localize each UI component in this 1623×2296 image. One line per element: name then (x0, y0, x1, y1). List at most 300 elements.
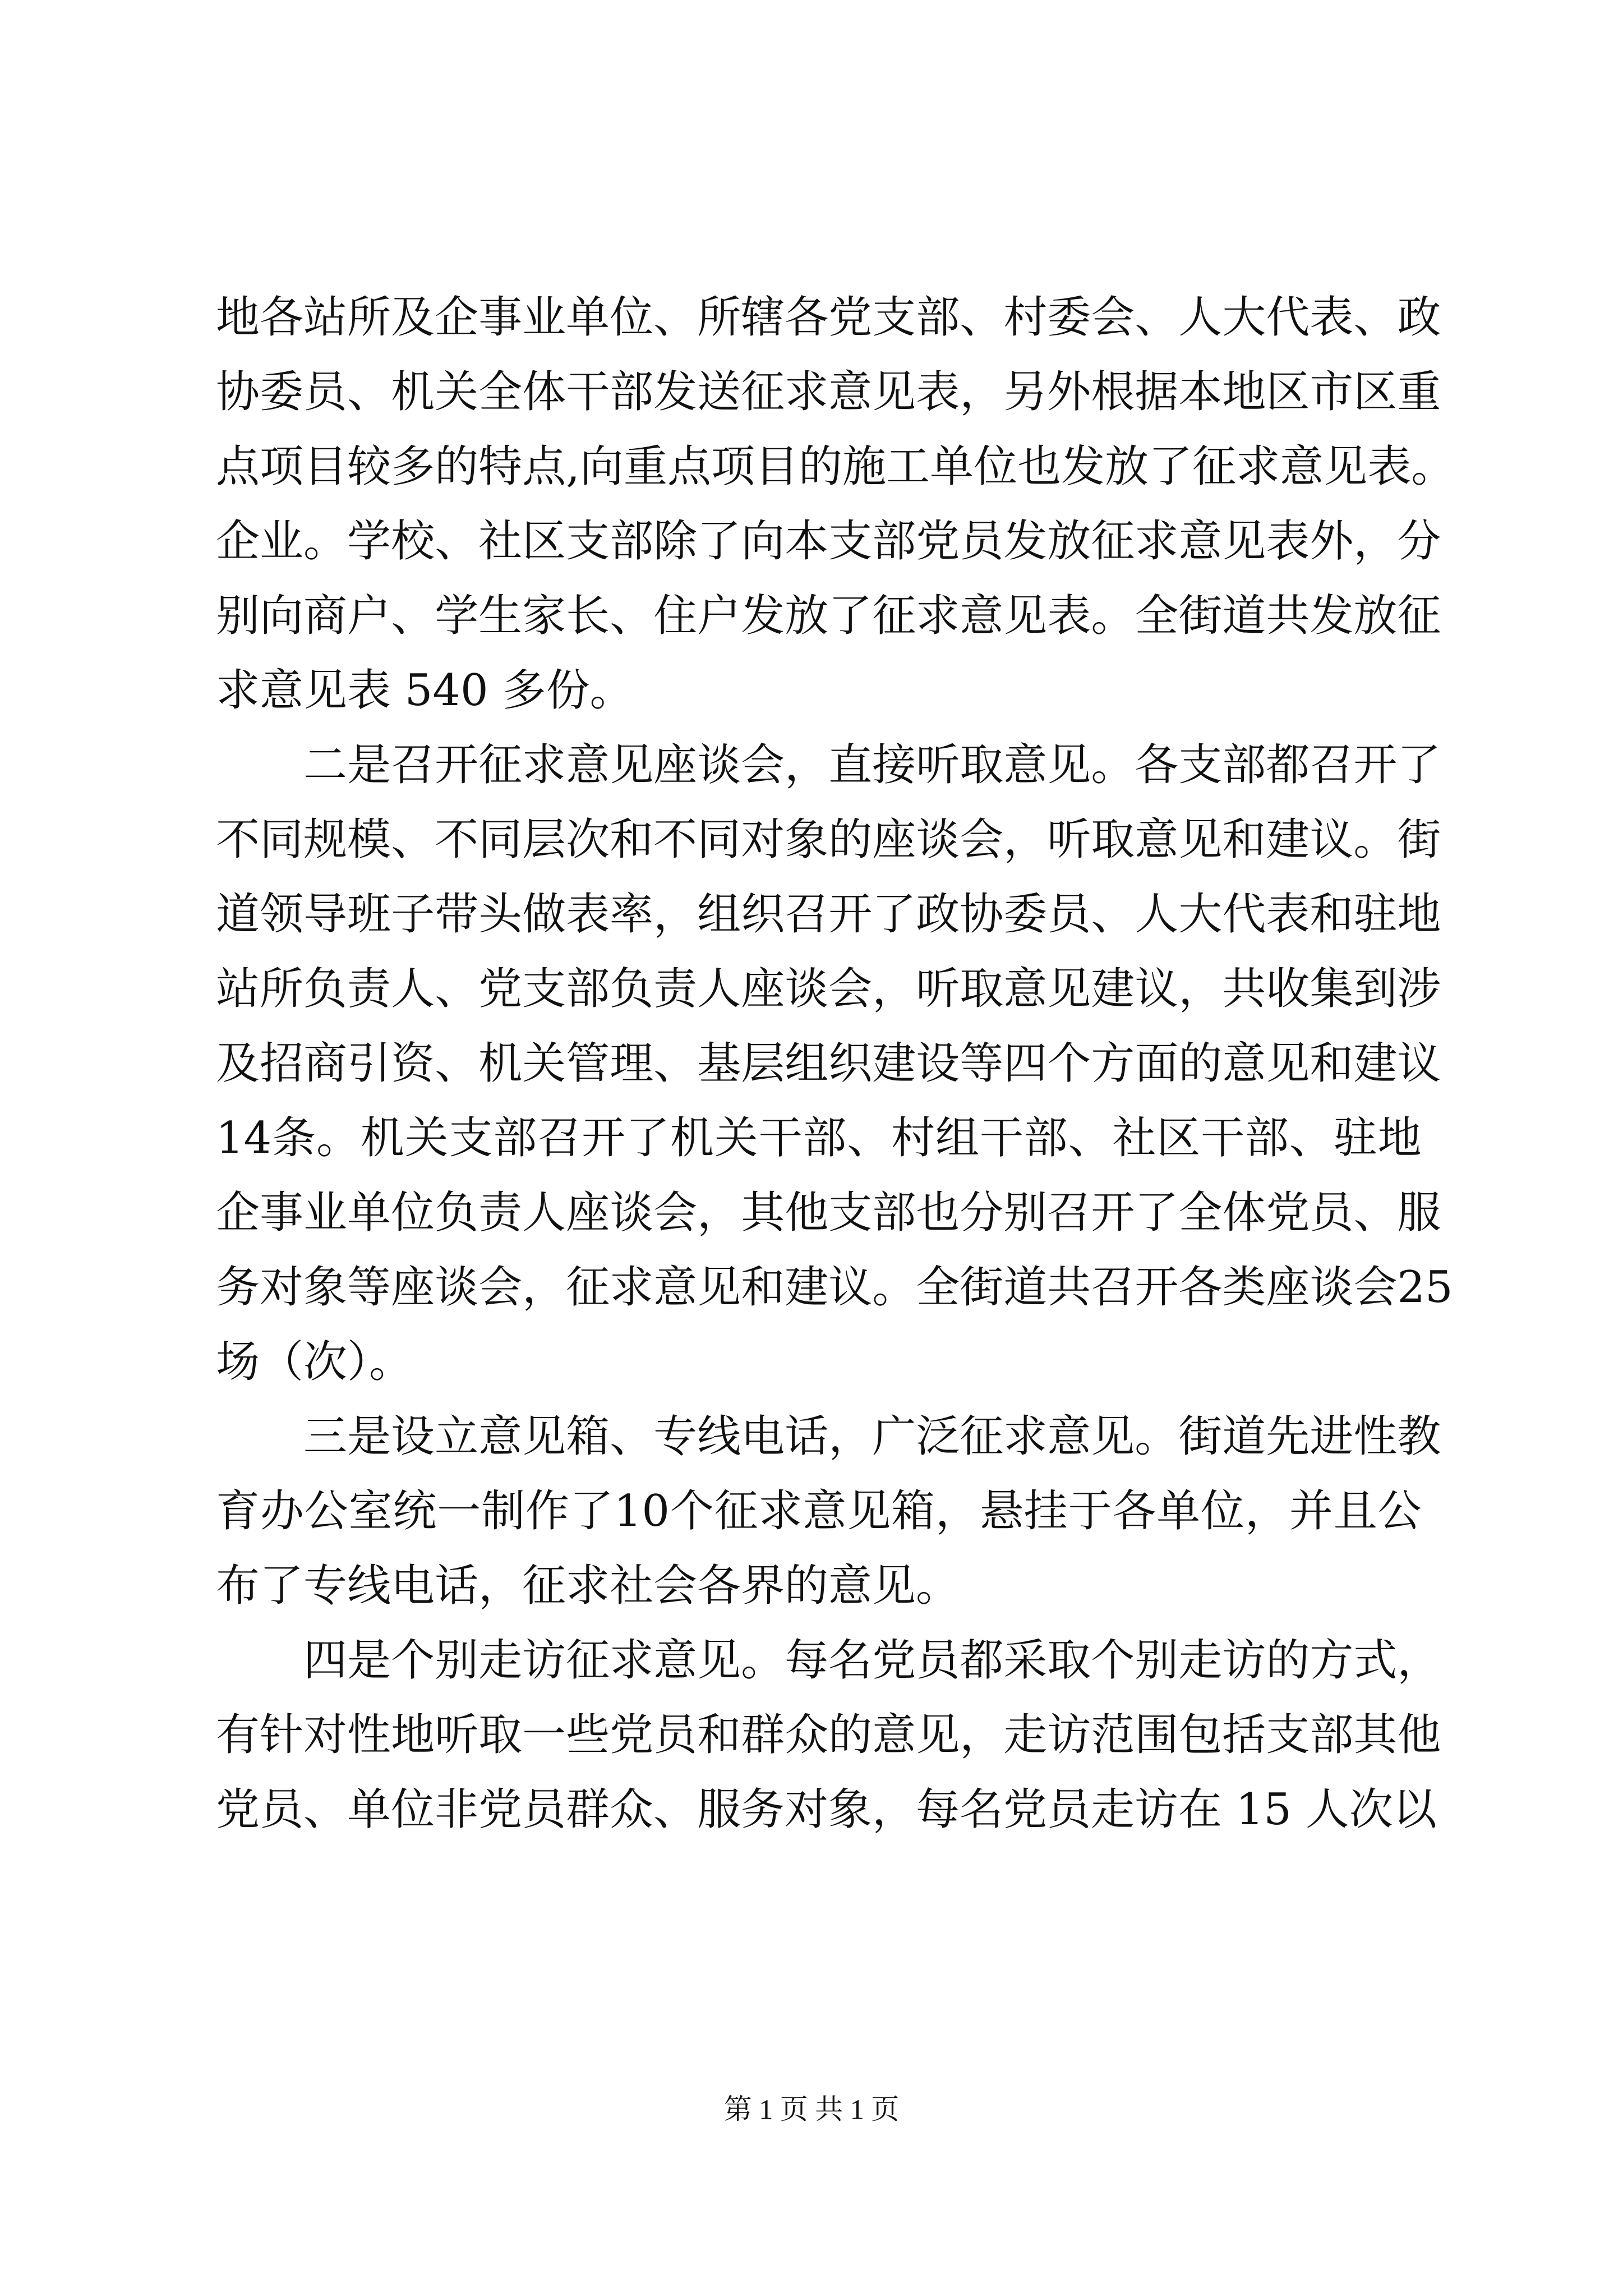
glyph: 会 (1353, 1262, 1398, 1313)
glyph: 家 (522, 591, 566, 641)
glyph: 发 (741, 591, 785, 641)
glyph: 会 (653, 1188, 698, 1238)
glyph: 其 (741, 1188, 785, 1238)
glyph: 直 (828, 740, 873, 790)
glyph: 务 (216, 1262, 260, 1313)
glyph: 到 (1353, 964, 1398, 1014)
glyph: 座 (872, 815, 916, 865)
glyph: 企 (216, 1188, 260, 1238)
glyph: 街 (1178, 1411, 1223, 1462)
glyph: 式 (1353, 1635, 1398, 1686)
glyph: 意 (566, 740, 610, 790)
document-body (216, 280, 1455, 1847)
glyph: 、 (1135, 292, 1179, 343)
text-line (216, 1027, 1441, 1101)
glyph: 支 (872, 292, 916, 343)
glyph: 表 (1310, 292, 1354, 343)
glyph: 意 (1135, 815, 1179, 865)
glyph: 放 (1047, 516, 1091, 567)
text-line (216, 1698, 1441, 1773)
glyph: 座 (391, 1262, 435, 1313)
glyph: 发 (653, 367, 698, 417)
glyph: 项 (711, 441, 755, 492)
glyph: 负 (610, 964, 654, 1014)
glyph: 建 (872, 1038, 916, 1089)
glyph: 征 (1397, 591, 1441, 641)
glyph: 村 (1003, 292, 1048, 343)
glyph: 个 (391, 1635, 435, 1686)
text-line (216, 1101, 1422, 1176)
glyph: 织 (741, 889, 785, 940)
glyph: 织 (828, 1038, 873, 1089)
glyph: 所 (260, 964, 304, 1014)
glyph: 招 (260, 1038, 304, 1089)
glyph: 党 (610, 1710, 654, 1760)
glyph: 区 (1156, 1113, 1201, 1163)
glyph: ， (960, 367, 1004, 417)
glyph: 谈 (697, 740, 741, 790)
glyph: 先 (1266, 1411, 1310, 1462)
glyph: 所 (697, 292, 741, 343)
glyph: 悬 (979, 1486, 1023, 1536)
glyph: 党 (872, 1635, 916, 1686)
glyph: 放 (1353, 591, 1398, 641)
glyph: 是 (347, 740, 391, 790)
glyph: 关 (522, 1038, 566, 1089)
glyph: 谈 (916, 815, 960, 865)
glyph: 站 (216, 964, 260, 1014)
glyph: 村 (891, 1113, 935, 1163)
glyph: 并 (1289, 1486, 1333, 1536)
glyph: 导 (303, 889, 348, 940)
glyph: 校 (391, 516, 435, 567)
glyph: 干 (566, 367, 610, 417)
glyph: 召 (785, 889, 829, 940)
glyph: 商 (303, 591, 348, 641)
glyph: 区 (1353, 367, 1398, 417)
glyph: 二 (303, 740, 348, 790)
glyph: ， (872, 964, 916, 1014)
text-line (216, 355, 1441, 430)
glyph: 头 (478, 889, 523, 940)
glyph: 专 (653, 1411, 698, 1462)
glyph: 意 (960, 591, 1004, 641)
glyph: 部 (916, 292, 960, 343)
glyph: 取 (960, 740, 1004, 790)
glyph: 是 (347, 1635, 391, 1686)
glyph: 引 (347, 1038, 391, 1089)
glyph: 群 (741, 1710, 785, 1760)
glyph: 区 (522, 516, 566, 567)
glyph: 部 (610, 516, 654, 567)
glyph: 外 (1310, 516, 1354, 567)
glyph: 走 (1178, 1635, 1223, 1686)
glyph: 员 (653, 1710, 698, 1760)
glyph: 全 (1178, 1188, 1223, 1238)
glyph: 设 (916, 1038, 960, 1089)
glyph: 意 (1280, 441, 1324, 492)
glyph: 表 (1367, 441, 1412, 492)
glyph: 事 (478, 292, 523, 343)
glyph: 其 (1353, 1710, 1398, 1760)
glyph: 全 (916, 1262, 960, 1313)
glyph: 道 (1003, 1262, 1048, 1313)
glyph: 括 (1222, 1710, 1266, 1760)
glyph: 性 (347, 1710, 391, 1760)
glyph: ， (1353, 516, 1398, 567)
glyph: 别 (216, 591, 260, 641)
glyph: 学 (435, 591, 479, 641)
glyph: 多 (391, 441, 435, 492)
glyph: 机 (670, 1113, 714, 1163)
glyph: 支 (828, 1188, 873, 1238)
glyph: 驻 (1353, 889, 1398, 940)
glyph: 见 (847, 1486, 891, 1536)
glyph: 及 (216, 1038, 260, 1089)
glyph: 范 (1091, 1710, 1135, 1760)
glyph: 社 (478, 516, 523, 567)
glyph: 向 (579, 441, 624, 492)
glyph: 的 (1266, 1635, 1310, 1686)
glyph: 议 (1135, 964, 1179, 1014)
glyph: 部 (1245, 1113, 1289, 1163)
glyph: 委 (260, 367, 304, 417)
glyph: 干 (758, 1113, 803, 1163)
glyph: 较 (347, 441, 391, 492)
glyph: 企 (216, 516, 260, 567)
glyph: 、 (1068, 1113, 1112, 1163)
glyph: 工 (886, 441, 930, 492)
glyph: 名 (828, 1635, 873, 1686)
glyph: 体 (522, 367, 566, 417)
glyph: 见 (1178, 815, 1223, 865)
glyph: 别 (435, 1635, 479, 1686)
glyph: 资 (391, 1038, 435, 1089)
glyph: 的 (435, 441, 479, 492)
glyph: 议 (828, 1262, 873, 1313)
glyph: 不 (435, 815, 479, 865)
glyph: 地 (1377, 1113, 1422, 1163)
glyph: 点 (667, 441, 711, 492)
glyph: 召 (391, 740, 435, 790)
glyph: 别 (1003, 1188, 1048, 1238)
glyph: ， (1245, 1486, 1289, 1536)
glyph: 听 (1047, 815, 1091, 865)
glyph: 采 (1003, 1635, 1048, 1686)
glyph: 意 (1222, 1038, 1266, 1089)
glyph: 意 (872, 1710, 916, 1760)
glyph: 各 (1178, 1262, 1223, 1313)
glyph: 和 (741, 1262, 785, 1313)
glyph: 各 (260, 292, 304, 343)
glyph: 一 (522, 1710, 566, 1760)
glyph: 位 (391, 1188, 435, 1238)
glyph: ， (785, 740, 829, 790)
glyph: 召 (1091, 1262, 1135, 1313)
glyph: 走 (478, 1635, 523, 1686)
glyph: 及 (391, 292, 435, 343)
glyph: 。 (872, 1262, 916, 1313)
glyph: 支 (522, 964, 566, 1014)
glyph: 建 (1353, 1038, 1398, 1089)
glyph: 责 (478, 1188, 523, 1238)
glyph: 党 (828, 292, 873, 343)
glyph: 谈 (435, 1262, 479, 1313)
glyph: 个 (670, 1486, 714, 1536)
glyph: 关 (435, 367, 479, 417)
glyph: 全 (1135, 591, 1179, 641)
glyph: 班 (347, 889, 391, 940)
glyph: 次 (566, 815, 610, 865)
paragraph (216, 1400, 1441, 1623)
glyph: 意 (1178, 516, 1223, 567)
glyph: 征 (566, 1262, 610, 1313)
glyph: 、 (1353, 1188, 1398, 1238)
glyph: 部 (803, 1113, 847, 1163)
glyph: 召 (537, 1113, 582, 1163)
glyph: 征 (960, 1411, 1004, 1462)
glyph: 取 (1047, 1635, 1091, 1686)
glyph: 箱 (891, 1486, 935, 1536)
glyph: 区 (1266, 367, 1310, 417)
glyph: 和 (1310, 889, 1354, 940)
glyph: 支 (1178, 740, 1223, 790)
glyph: 共 (1222, 964, 1266, 1014)
glyph: 不 (216, 815, 260, 865)
glyph: 也 (916, 1188, 960, 1238)
text-line (216, 504, 1441, 579)
glyph: 各 (1135, 740, 1179, 790)
text-line: 求意见表 540 多份。 (216, 665, 634, 716)
glyph: 见 (1222, 516, 1266, 567)
glyph: 协 (216, 367, 260, 417)
glyph: 单 (566, 292, 610, 343)
glyph: 人 (1178, 292, 1223, 343)
text-line (216, 1176, 1441, 1250)
glyph: 走 (1003, 1710, 1048, 1760)
glyph: 项 (260, 441, 304, 492)
glyph: 是 (347, 1411, 391, 1462)
glyph: 地 (391, 1710, 435, 1760)
glyph: 会 (741, 740, 785, 790)
glyph: 员 (916, 1635, 960, 1686)
glyph: 、 (435, 964, 479, 1014)
glyph: 求 (1236, 441, 1280, 492)
glyph: 街 (960, 1262, 1004, 1313)
glyph: 向 (741, 516, 785, 567)
glyph: 组 (785, 1038, 829, 1089)
glyph: 、 (653, 1038, 698, 1089)
glyph: 意 (828, 367, 873, 417)
glyph: 员 (960, 516, 1004, 567)
glyph: 率 (610, 889, 654, 940)
glyph: 机 (391, 367, 435, 417)
glyph: 、 (653, 292, 698, 343)
glyph: 除 (653, 516, 698, 567)
glyph: 他 (785, 1188, 829, 1238)
glyph: 送 (697, 367, 741, 417)
glyph: 了 (697, 516, 741, 567)
glyph: 等 (347, 1262, 391, 1313)
glyph: 大 (1178, 889, 1223, 940)
text-line (216, 1250, 1453, 1325)
glyph: 支 (449, 1113, 493, 1163)
glyph: 教 (1397, 1411, 1441, 1462)
glyph: 表 (1047, 591, 1091, 641)
glyph: 关 (404, 1113, 449, 1163)
glyph: 谈 (785, 964, 829, 1014)
glyph: 长 (566, 591, 610, 641)
glyph: 进 (1310, 1411, 1354, 1462)
glyph: 见 (610, 740, 654, 790)
glyph: 了 (625, 1113, 670, 1163)
glyph: 、 (847, 1113, 891, 1163)
glyph: 个 (1047, 1038, 1091, 1089)
glyph: 同 (697, 815, 741, 865)
glyph: ， (522, 1262, 566, 1313)
glyph: 开 (582, 1113, 626, 1163)
glyph: 收 (1266, 964, 1310, 1014)
glyph: 住 (653, 591, 698, 641)
text-line (216, 280, 1441, 355)
glyph: 14 (216, 1113, 272, 1163)
glyph: 部 (493, 1113, 537, 1163)
glyph: 个 (1091, 1635, 1135, 1686)
glyph: 听 (435, 1710, 479, 1760)
glyph: 点 (522, 441, 566, 492)
glyph: 取 (478, 1710, 523, 1760)
glyph: 分 (1397, 516, 1441, 567)
glyph: 特 (478, 441, 523, 492)
glyph: 广 (872, 1411, 916, 1462)
text-line: 党员、单位非党员群众、服务对象，每名党员走访在 15 人次以 (216, 1784, 1437, 1835)
glyph: 、 (1289, 1113, 1333, 1163)
glyph: 人 (391, 964, 435, 1014)
glyph: 本 (785, 516, 829, 567)
glyph: 领 (260, 889, 304, 940)
glyph: 公 (304, 1486, 348, 1536)
text-line (216, 1474, 1422, 1549)
glyph: 了 (1397, 740, 1441, 790)
glyph: 听 (916, 740, 960, 790)
glyph: 各 (785, 292, 829, 343)
glyph: 作 (525, 1486, 570, 1536)
glyph: 、 (610, 591, 654, 641)
glyph: 制 (481, 1486, 525, 1536)
glyph: 部 (610, 367, 654, 417)
glyph: 的 (799, 441, 843, 492)
glyph: 地 (1397, 889, 1441, 940)
glyph: 见 (1324, 441, 1368, 492)
glyph: 10 (614, 1486, 670, 1536)
glyph: 。 (1135, 1411, 1179, 1462)
glyph: 大 (1222, 292, 1266, 343)
glyph: 他 (1397, 1710, 1441, 1760)
glyph: 召 (1047, 1188, 1091, 1238)
glyph: 等 (960, 1038, 1004, 1089)
glyph: 机 (478, 1038, 523, 1089)
glyph: 访 (522, 1635, 566, 1686)
glyph: 道 (216, 889, 260, 940)
glyph: 议 (1397, 1038, 1441, 1089)
glyph: 开 (1135, 1262, 1179, 1313)
glyph: 公 (1377, 1486, 1422, 1536)
glyph: 意 (1047, 1411, 1091, 1462)
glyph: 、 (1091, 889, 1135, 940)
glyph: 征 (566, 1635, 610, 1686)
glyph: 发 (1061, 441, 1105, 492)
glyph: 部 (566, 964, 610, 1014)
glyph: 共 (1047, 1262, 1091, 1313)
glyph: 责 (347, 964, 391, 1014)
glyph: 征 (714, 1486, 758, 1536)
text-line (216, 728, 1441, 803)
glyph: 会 (960, 815, 1004, 865)
glyph: 求 (522, 740, 566, 790)
text-line (216, 1623, 1441, 1698)
glyph: 员 (1310, 1188, 1354, 1238)
glyph: 政 (1397, 292, 1441, 343)
glyph: 单 (930, 441, 974, 492)
glyph: 另 (1003, 367, 1048, 417)
glyph: 四 (1003, 1038, 1048, 1089)
glyph: 三 (303, 1411, 348, 1462)
glyph: 集 (1310, 964, 1354, 1014)
glyph: ， (1397, 1635, 1441, 1686)
glyph: 、 (347, 367, 391, 417)
glyph: ， (828, 1411, 873, 1462)
glyph: 对 (741, 815, 785, 865)
glyph: 模 (347, 815, 391, 865)
glyph: 体 (1222, 1188, 1266, 1238)
glyph: 部 (872, 1188, 916, 1238)
glyph: ， (653, 889, 698, 940)
glyph: 的 (1178, 1038, 1223, 1089)
glyph: 重 (623, 441, 667, 492)
glyph: 征 (478, 740, 523, 790)
glyph: 表 (1266, 889, 1310, 940)
glyph: 委 (1047, 292, 1091, 343)
glyph: 了 (872, 889, 916, 940)
glyph: 据 (1135, 367, 1179, 417)
glyph: 基 (697, 1038, 741, 1089)
glyph: 设 (391, 1411, 435, 1462)
glyph: 组 (697, 889, 741, 940)
glyph: 。 (1091, 740, 1135, 790)
glyph: 和 (1310, 1038, 1354, 1089)
glyph: 理 (610, 1038, 654, 1089)
page-footer: 第 1 页 共 1 页 (723, 2093, 900, 2125)
glyph: 众 (785, 1710, 829, 1760)
glyph: 求 (610, 1262, 654, 1313)
glyph: 一 (437, 1486, 481, 1536)
glyph: 意 (478, 1411, 523, 1462)
glyph: 面 (1135, 1038, 1179, 1089)
glyph: 包 (1178, 1710, 1223, 1760)
glyph: 征 (872, 591, 916, 641)
glyph: 管 (566, 1038, 610, 1089)
glyph: 人 (522, 1188, 566, 1238)
glyph: 、 (435, 1038, 479, 1089)
glyph: 表 (916, 367, 960, 417)
glyph: 象 (303, 1262, 348, 1313)
glyph: 目 (303, 441, 348, 492)
glyph: 围 (1135, 1710, 1179, 1760)
glyph: , (566, 441, 580, 492)
glyph: 求 (1135, 516, 1179, 567)
glyph: 了 (569, 1486, 614, 1536)
glyph: 见 (872, 367, 916, 417)
